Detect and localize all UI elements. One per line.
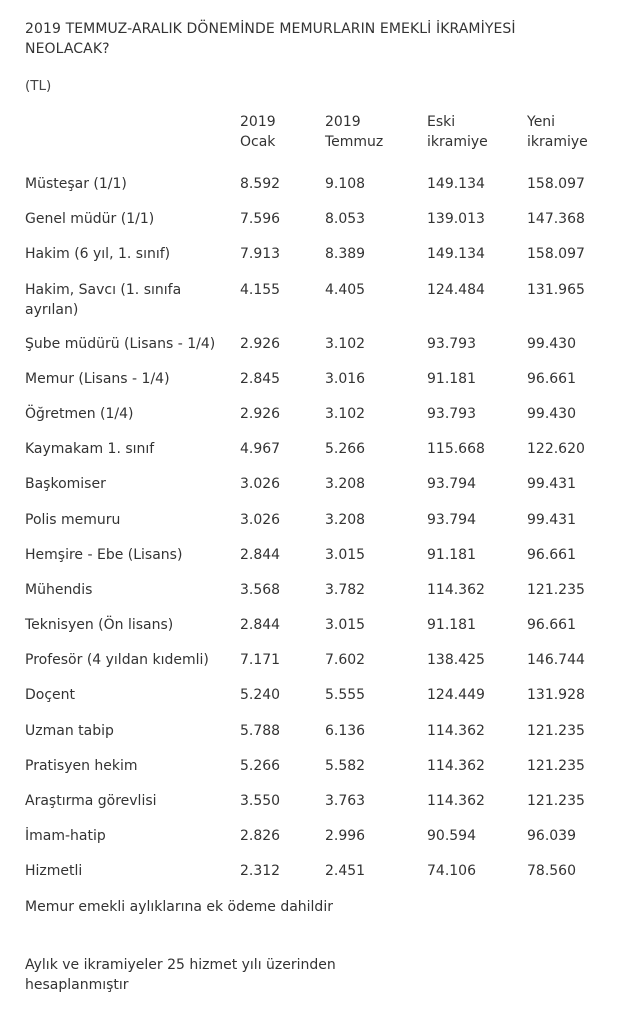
row-title: Polis memuru	[25, 511, 121, 528]
row-eski-ikramiye: 93.794	[427, 476, 476, 493]
row-2019-temmuz: 2.451	[325, 863, 366, 880]
row-2019-ocak: 4.155	[240, 281, 281, 298]
page-title: 2019 TEMMUZ-ARALIK DÖNEMİNDE MEMURLARIN EMEKLİ İKRAMİYESİ NEOLACAK?	[25, 21, 516, 57]
row-2019-temmuz: 3.208	[325, 476, 366, 493]
table-row	[0, 328, 640, 363]
row-eski-ikramiye: 93.793	[427, 405, 476, 422]
row-2019-temmuz: 3.015	[325, 546, 366, 563]
row-2019-temmuz: 3.102	[325, 335, 366, 352]
row-title: Şube müdürü (Lisans - 1/4)	[25, 335, 216, 352]
table-row	[0, 203, 640, 238]
table-row	[0, 644, 640, 679]
table-header	[0, 112, 640, 168]
row-yeni-ikramiye: 96.661	[527, 546, 576, 563]
row-title: Kaymakam 1. sınıf	[25, 441, 155, 458]
table-row	[0, 855, 640, 890]
row-title: Genel müdür (1/1)	[25, 211, 155, 228]
row-title: Profesör (4 yıldan kıdemli)	[25, 652, 209, 669]
row-yeni-ikramiye: 122.620	[527, 441, 585, 458]
row-2019-ocak: 5.788	[240, 722, 281, 739]
table-row	[0, 238, 640, 273]
row-eski-ikramiye: 124.484	[427, 281, 485, 298]
table-row	[0, 785, 640, 820]
row-yeni-ikramiye: 96.661	[527, 370, 576, 387]
table-row	[0, 820, 640, 855]
row-eski-ikramiye: 138.425	[427, 652, 485, 669]
row-eski-ikramiye: 91.181	[427, 370, 476, 387]
row-eski-ikramiye: 114.362	[427, 722, 485, 739]
row-title: Hizmetli	[25, 863, 83, 880]
row-title: Memur (Lisans - 1/4)	[25, 370, 170, 387]
row-2019-ocak: 3.550	[240, 793, 281, 809]
table-row	[0, 398, 640, 433]
row-2019-temmuz: 3.763	[325, 793, 366, 809]
row-2019-ocak: 2.844	[240, 546, 281, 563]
table-row	[0, 609, 640, 644]
row-yeni-ikramiye: 99.430	[527, 405, 576, 422]
row-yeni-ikramiye: 158.097	[527, 246, 585, 263]
footnote-2: Aylık ve ikramiyeler 25 hizmet yılı üzerinden hesaplanmıştır	[25, 957, 336, 993]
row-2019-temmuz: 5.266	[325, 441, 366, 458]
table-row	[0, 168, 640, 203]
row-2019-temmuz: 8.389	[325, 246, 366, 263]
row-2019-ocak: 3.568	[240, 581, 281, 598]
row-eski-ikramiye: 93.794	[427, 511, 476, 528]
row-2019-temmuz: 3.016	[325, 370, 366, 387]
row-2019-ocak: 2.826	[240, 828, 281, 845]
row-yeni-ikramiye: 131.965	[527, 281, 585, 298]
row-2019-temmuz: 2.996	[325, 828, 366, 845]
row-2019-temmuz: 5.555	[325, 687, 366, 704]
row-2019-ocak: 3.026	[240, 476, 281, 493]
row-2019-ocak: 5.266	[240, 757, 281, 774]
row-title: İmam-hatip	[25, 828, 106, 845]
row-2019-ocak: 2.845	[240, 370, 281, 387]
table-row	[0, 574, 640, 609]
table-row	[0, 715, 640, 750]
table-row	[0, 679, 640, 714]
row-2019-temmuz: 6.136	[325, 722, 366, 739]
row-eski-ikramiye: 124.449	[427, 687, 485, 704]
row-title: Doçent	[25, 687, 76, 704]
table-row	[0, 363, 640, 398]
row-2019-ocak: 8.592	[240, 176, 281, 192]
row-eski-ikramiye: 91.181	[427, 546, 476, 563]
row-title: Uzman tabip	[25, 722, 114, 739]
row-2019-ocak: 5.240	[240, 687, 281, 704]
row-eski-ikramiye: 114.362	[427, 793, 485, 809]
row-eski-ikramiye: 149.134	[427, 176, 485, 192]
row-title: Araştırma görevlisi	[25, 793, 157, 809]
row-yeni-ikramiye: 121.235	[527, 793, 585, 809]
pension-table	[0, 112, 640, 891]
row-2019-temmuz: 3.208	[325, 511, 366, 528]
row-eski-ikramiye: 114.362	[427, 757, 485, 774]
row-eski-ikramiye: 149.134	[427, 246, 485, 263]
table-body	[0, 168, 640, 891]
row-2019-ocak: 2.312	[240, 863, 281, 880]
row-2019-ocak: 7.171	[240, 652, 281, 669]
row-2019-temmuz: 3.015	[325, 617, 366, 634]
row-title: Hakim, Savcı (1. sınıfa ayrılan)	[25, 281, 182, 318]
row-yeni-ikramiye: 99.431	[527, 511, 576, 528]
row-2019-ocak: 7.596	[240, 211, 281, 228]
row-2019-ocak: 4.967	[240, 441, 281, 458]
unit-label: (TL)	[25, 78, 52, 94]
row-2019-ocak: 2.844	[240, 617, 281, 634]
row-yeni-ikramiye: 96.661	[527, 617, 576, 634]
row-yeni-ikramiye: 121.235	[527, 581, 585, 598]
row-yeni-ikramiye: 131.928	[527, 687, 585, 704]
row-2019-temmuz: 4.405	[325, 281, 366, 298]
table-row	[0, 504, 640, 539]
header-eski-ikramiye: Eski ikramiye	[427, 114, 488, 150]
row-title: Teknisyen (Ön lisans)	[25, 617, 174, 634]
row-2019-temmuz: 7.602	[325, 652, 366, 669]
row-yeni-ikramiye: 121.235	[527, 722, 585, 739]
row-yeni-ikramiye: 158.097	[527, 176, 585, 192]
row-title: Mühendis	[25, 581, 93, 598]
row-title: Hakim (6 yıl, 1. sınıf)	[25, 246, 171, 263]
header-yeni-ikramiye: Yeni ikramiye	[527, 114, 588, 150]
row-eski-ikramiye: 115.668	[427, 441, 485, 458]
header-2019-temmuz: 2019 Temmuz	[325, 114, 384, 150]
table-row	[0, 468, 640, 503]
row-eski-ikramiye: 90.594	[427, 828, 476, 845]
row-2019-ocak: 2.926	[240, 335, 281, 352]
row-2019-temmuz: 5.582	[325, 757, 366, 774]
row-eski-ikramiye: 91.181	[427, 617, 476, 634]
row-title: Müsteşar (1/1)	[25, 176, 127, 192]
footnote-1: Memur emekli aylıklarına ek ödeme dahildir	[25, 899, 333, 915]
row-eski-ikramiye: 93.793	[427, 335, 476, 352]
row-yeni-ikramiye: 78.560	[527, 863, 576, 880]
table-row	[0, 539, 640, 574]
table-row	[0, 274, 640, 328]
row-yeni-ikramiye: 147.368	[527, 211, 585, 228]
row-yeni-ikramiye: 146.744	[527, 652, 585, 669]
row-2019-temmuz: 3.782	[325, 581, 366, 598]
row-eski-ikramiye: 139.013	[427, 211, 485, 228]
table-row	[0, 433, 640, 468]
row-yeni-ikramiye: 121.235	[527, 757, 585, 774]
row-yeni-ikramiye: 96.039	[527, 828, 576, 845]
row-2019-ocak: 2.926	[240, 405, 281, 422]
header-2019-ocak: 2019 Ocak	[240, 114, 276, 150]
row-eski-ikramiye: 74.106	[427, 863, 476, 880]
row-2019-ocak: 7.913	[240, 246, 281, 263]
row-title: Başkomiser	[25, 476, 106, 493]
table-row	[0, 750, 640, 785]
row-2019-temmuz: 9.108	[325, 176, 366, 192]
row-eski-ikramiye: 114.362	[427, 581, 485, 598]
row-2019-temmuz: 3.102	[325, 405, 366, 422]
row-2019-ocak: 3.026	[240, 511, 281, 528]
row-2019-temmuz: 8.053	[325, 211, 366, 228]
row-yeni-ikramiye: 99.431	[527, 476, 576, 493]
row-title: Hemşire - Ebe (Lisans)	[25, 546, 183, 563]
row-title: Pratisyen hekim	[25, 757, 138, 774]
row-yeni-ikramiye: 99.430	[527, 335, 576, 352]
row-title: Öğretmen (1/4)	[25, 405, 134, 422]
